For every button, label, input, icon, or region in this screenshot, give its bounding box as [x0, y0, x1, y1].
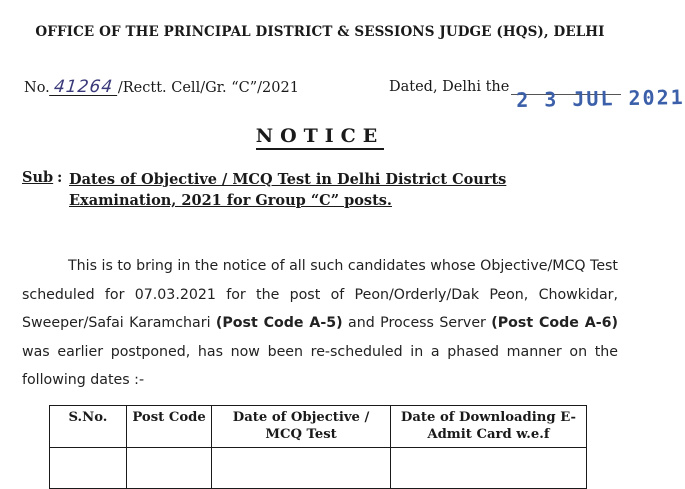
- table-cell: [126, 448, 211, 489]
- body-part-3: was earlier postponed, has now been re-scheduled in a phased manner on the following dates :-: [22, 343, 618, 388]
- table-cell: [50, 448, 127, 489]
- schedule-table: [49, 405, 587, 489]
- table-header-row: [50, 406, 587, 448]
- col-header-sno: S.No.: [50, 406, 127, 448]
- subject-colon: :: [57, 169, 63, 186]
- body-part-1: This is to bring in the notice of all such candidates whose Objective/MCQ Test scheduled for 07.03.2021 for the post of Peon/Orderly/Dak Peon, Chowkidar, Sweeper/Safai Karamchari: [22, 258, 618, 331]
- subject-label: Sub: [22, 169, 54, 186]
- reference-prefix: No.: [24, 80, 50, 96]
- reference-suffix: /Rectt. Cell/Gr. “C”/2021: [117, 80, 299, 96]
- body-part-2: and Process Server: [342, 315, 492, 331]
- reference-line: [24, 79, 299, 96]
- post-code-a6: (Post Code A-6): [491, 315, 618, 331]
- table-cell: [212, 448, 391, 489]
- office-heading: OFFICE OF THE PRINCIPAL DISTRICT & SESSIONS JUDGE (HQS), DELHI: [35, 24, 605, 40]
- dated-label: Dated, Delhi the: [389, 79, 510, 95]
- table-row: [50, 448, 587, 489]
- col-header-post-code: Post Code: [126, 406, 211, 448]
- col-header-test-date: Date of Objective / MCQ Test: [212, 406, 391, 448]
- notice-body-paragraph: [22, 252, 618, 395]
- notice-title: [0, 125, 640, 147]
- notice-title-text: NOTICE: [256, 125, 385, 150]
- subject-text-content: Dates of Objective / MCQ Test in Delhi District Courts Examination, 2021 for Group “C” posts.: [69, 171, 507, 209]
- subject-text: [69, 169, 617, 211]
- table-cell: [390, 448, 586, 489]
- date-stamp: 2 3 JUL 2021: [516, 85, 685, 112]
- col-header-admit-card-date: Date of Downloading E-Admit Card w.e.f: [390, 406, 586, 448]
- reference-number: 41264: [49, 79, 119, 96]
- post-code-a5: (Post Code A-5): [215, 315, 343, 331]
